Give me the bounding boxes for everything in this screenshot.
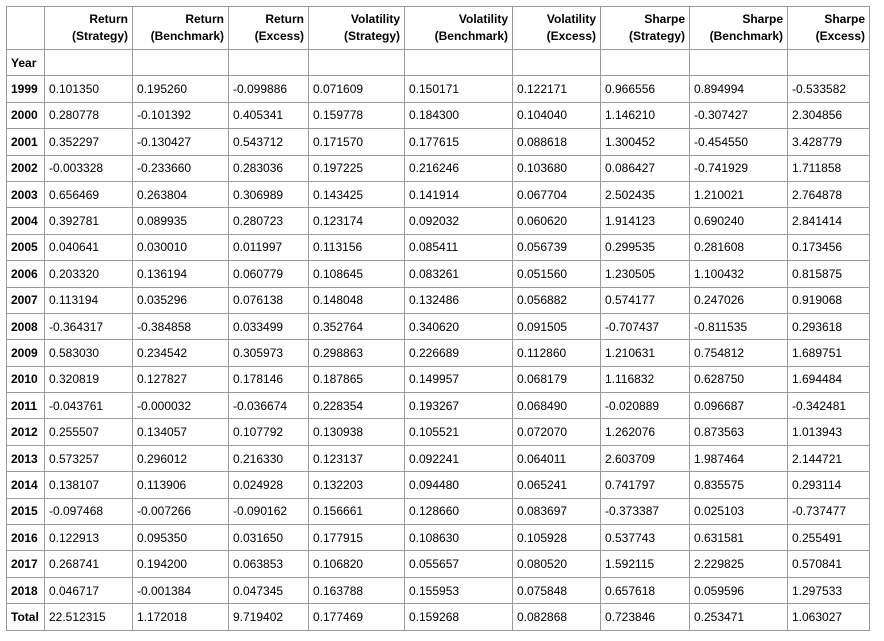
table-cell: 0.149957 xyxy=(405,366,513,392)
table-cell: -0.020889 xyxy=(601,393,690,419)
index-row-blank xyxy=(309,50,405,76)
row-label: 2011 xyxy=(7,393,45,419)
table-cell: 0.091505 xyxy=(513,313,601,339)
table-cell: 0.132203 xyxy=(309,472,405,498)
table-cell: 0.247026 xyxy=(690,287,788,313)
table-cell: 0.352764 xyxy=(309,313,405,339)
column-header xyxy=(788,7,870,50)
table-cell: 0.092241 xyxy=(405,445,513,471)
table-cell: 0.047345 xyxy=(229,577,309,603)
row-label: 2010 xyxy=(7,366,45,392)
table-header xyxy=(7,7,870,76)
table-cell: 0.130938 xyxy=(309,419,405,445)
column-header-line1: Volatility xyxy=(350,12,400,26)
table-cell: 0.086427 xyxy=(601,155,690,181)
row-label: 2016 xyxy=(7,525,45,551)
table-cell: 0.123174 xyxy=(309,208,405,234)
table-cell: -0.001384 xyxy=(133,577,229,603)
table-cell: 0.064011 xyxy=(513,445,601,471)
row-label: 2018 xyxy=(7,577,45,603)
column-header xyxy=(513,7,601,50)
table-cell: 0.815875 xyxy=(788,261,870,287)
table-cell: 0.101350 xyxy=(45,76,133,102)
table-cell: 0.156661 xyxy=(309,498,405,524)
table-cell: 0.083697 xyxy=(513,498,601,524)
table-cell: 0.105521 xyxy=(405,419,513,445)
table-cell: 1.711858 xyxy=(788,155,870,181)
table-cell: 0.293618 xyxy=(788,313,870,339)
table-cell: 1.300452 xyxy=(601,129,690,155)
index-row-blank xyxy=(690,50,788,76)
table-row xyxy=(7,76,870,102)
table-row xyxy=(7,129,870,155)
table-cell: 0.919068 xyxy=(788,287,870,313)
index-row-blank xyxy=(405,50,513,76)
table-cell: 0.067704 xyxy=(513,181,601,207)
table-row xyxy=(7,366,870,392)
index-name-row xyxy=(7,50,870,76)
table-cell: 0.108645 xyxy=(309,261,405,287)
table-cell: 0.148048 xyxy=(309,287,405,313)
row-label: 2004 xyxy=(7,208,45,234)
index-row-blank xyxy=(788,50,870,76)
table-cell: 0.085411 xyxy=(405,234,513,260)
table-cell: 0.574177 xyxy=(601,287,690,313)
table-cell: -0.233660 xyxy=(133,155,229,181)
table-cell: 2.603709 xyxy=(601,445,690,471)
table-cell: 1.694484 xyxy=(788,366,870,392)
column-header-line1: Sharpe xyxy=(644,12,685,26)
table-cell: -0.384858 xyxy=(133,313,229,339)
table-cell: -0.741929 xyxy=(690,155,788,181)
table-row xyxy=(7,419,870,445)
table-cell: 0.106820 xyxy=(309,551,405,577)
table-cell: 0.255491 xyxy=(788,525,870,551)
table-cell: 0.088618 xyxy=(513,129,601,155)
table-cell: 1.987464 xyxy=(690,445,788,471)
column-header xyxy=(690,7,788,50)
table-cell: 0.128660 xyxy=(405,498,513,524)
table-cell: 0.095350 xyxy=(133,525,229,551)
table-cell: 0.340620 xyxy=(405,313,513,339)
table-cell: 0.298863 xyxy=(309,340,405,366)
column-header-line1: Return xyxy=(265,12,304,26)
table-cell: 0.966556 xyxy=(601,76,690,102)
table-cell: 0.035296 xyxy=(133,287,229,313)
table-cell: 0.228354 xyxy=(309,393,405,419)
table-row xyxy=(7,525,870,551)
table-cell: 0.543712 xyxy=(229,129,309,155)
table-row xyxy=(7,261,870,287)
table-cell: 1.914123 xyxy=(601,208,690,234)
table-cell: 0.072070 xyxy=(513,419,601,445)
column-header-line1: Return xyxy=(185,12,224,26)
table-cell: -0.454550 xyxy=(690,129,788,155)
table-cell: 9.719402 xyxy=(229,604,309,630)
table-cell: -0.364317 xyxy=(45,313,133,339)
table-cell: 0.657618 xyxy=(601,577,690,603)
table-cell: 0.083261 xyxy=(405,261,513,287)
table-cell: 3.428779 xyxy=(788,129,870,155)
table-cell: 1.210021 xyxy=(690,181,788,207)
table-cell: 0.171570 xyxy=(309,129,405,155)
table-cell: 0.075848 xyxy=(513,577,601,603)
table-cell: -0.373387 xyxy=(601,498,690,524)
table-cell: 0.104040 xyxy=(513,102,601,128)
table-cell: 0.068490 xyxy=(513,393,601,419)
table-cell: 0.177915 xyxy=(309,525,405,551)
table-cell: 1.230505 xyxy=(601,261,690,287)
table-cell: 0.051560 xyxy=(513,261,601,287)
column-header-line2: (Excess) xyxy=(546,29,596,43)
table-cell: 0.138107 xyxy=(45,472,133,498)
column-header-line2: (Excess) xyxy=(254,29,304,43)
table-cell: 0.063853 xyxy=(229,551,309,577)
row-label: 2017 xyxy=(7,551,45,577)
row-label: 2007 xyxy=(7,287,45,313)
table-row xyxy=(7,181,870,207)
table-cell: 0.352297 xyxy=(45,129,133,155)
table-cell: 0.656469 xyxy=(45,181,133,207)
row-label: 2009 xyxy=(7,340,45,366)
table-cell: 0.570841 xyxy=(788,551,870,577)
table-cell: 0.103680 xyxy=(513,155,601,181)
table-cell: 1.592115 xyxy=(601,551,690,577)
row-label: 2014 xyxy=(7,472,45,498)
table-cell: -0.307427 xyxy=(690,102,788,128)
table-row xyxy=(7,393,870,419)
table-cell: 0.405341 xyxy=(229,102,309,128)
table-cell: 0.065241 xyxy=(513,472,601,498)
table-cell: 0.216246 xyxy=(405,155,513,181)
table-cell: 0.136194 xyxy=(133,261,229,287)
table-cell: 0.203320 xyxy=(45,261,133,287)
table-cell: -0.043761 xyxy=(45,393,133,419)
column-header-line2: (Excess) xyxy=(815,29,865,43)
table-row xyxy=(7,234,870,260)
table-cell: 0.280723 xyxy=(229,208,309,234)
table-cell: 0.187865 xyxy=(309,366,405,392)
table-row xyxy=(7,208,870,234)
table-cell: 1.100432 xyxy=(690,261,788,287)
index-row-blank xyxy=(229,50,309,76)
table-cell: 1.210631 xyxy=(601,340,690,366)
table-cell: 0.193267 xyxy=(405,393,513,419)
table-cell: 0.150171 xyxy=(405,76,513,102)
table-cell: -0.099886 xyxy=(229,76,309,102)
table-cell: 0.143425 xyxy=(309,181,405,207)
table-cell: 0.134057 xyxy=(133,419,229,445)
index-name: Year xyxy=(7,50,45,76)
table-cell: 0.283036 xyxy=(229,155,309,181)
row-label: 2002 xyxy=(7,155,45,181)
table-cell: 0.293114 xyxy=(788,472,870,498)
column-header-line1: Sharpe xyxy=(742,12,783,26)
table-cell: 1.172018 xyxy=(133,604,229,630)
table-cell: 0.030010 xyxy=(133,234,229,260)
table-cell: 0.071609 xyxy=(309,76,405,102)
table-cell: 0.025103 xyxy=(690,498,788,524)
index-row-blank xyxy=(133,50,229,76)
table-cell: -0.101392 xyxy=(133,102,229,128)
table-cell: 0.305973 xyxy=(229,340,309,366)
column-header xyxy=(133,7,229,50)
table-cell: 0.197225 xyxy=(309,155,405,181)
table-cell: 0.112860 xyxy=(513,340,601,366)
table-cell: 0.089935 xyxy=(133,208,229,234)
table-cell: -0.003328 xyxy=(45,155,133,181)
table-cell: 1.689751 xyxy=(788,340,870,366)
table-cell: 0.296012 xyxy=(133,445,229,471)
column-header-line2: (Benchmark) xyxy=(434,29,508,43)
table-cell: -0.737477 xyxy=(788,498,870,524)
column-header xyxy=(601,7,690,50)
table-cell: -0.090162 xyxy=(229,498,309,524)
column-header-line2: (Benchmark) xyxy=(150,29,224,43)
table-row xyxy=(7,313,870,339)
table-cell: 0.024928 xyxy=(229,472,309,498)
table-cell: 0.320819 xyxy=(45,366,133,392)
table-cell: 0.177615 xyxy=(405,129,513,155)
row-label: 1999 xyxy=(7,76,45,102)
table-cell: 0.127827 xyxy=(133,366,229,392)
table-cell: 2.144721 xyxy=(788,445,870,471)
column-header-line1: Return xyxy=(89,12,128,26)
table-cell: 22.512315 xyxy=(45,604,133,630)
table-row xyxy=(7,287,870,313)
table-cell: 0.056882 xyxy=(513,287,601,313)
table-cell: 0.177469 xyxy=(309,604,405,630)
table-cell: 0.122171 xyxy=(513,76,601,102)
table-cell: 0.573257 xyxy=(45,445,133,471)
table-cell: 0.754812 xyxy=(690,340,788,366)
column-header-line1: Volatility xyxy=(458,12,508,26)
table-cell: 0.132486 xyxy=(405,287,513,313)
table-cell: 1.013943 xyxy=(788,419,870,445)
table-row xyxy=(7,577,870,603)
table-cell: 1.063027 xyxy=(788,604,870,630)
table-cell: -0.007266 xyxy=(133,498,229,524)
table-cell: 0.306989 xyxy=(229,181,309,207)
table-cell: 2.502435 xyxy=(601,181,690,207)
index-row-blank xyxy=(45,50,133,76)
column-header-line1: Sharpe xyxy=(824,12,865,26)
table-cell: 0.033499 xyxy=(229,313,309,339)
row-label: 2008 xyxy=(7,313,45,339)
table-row xyxy=(7,340,870,366)
table-cell: 0.195260 xyxy=(133,76,229,102)
table-cell: 0.194200 xyxy=(133,551,229,577)
row-label: 2013 xyxy=(7,445,45,471)
table-cell: 0.080520 xyxy=(513,551,601,577)
table-row xyxy=(7,604,870,630)
column-header-line1: Volatility xyxy=(546,12,596,26)
table-cell: 1.116832 xyxy=(601,366,690,392)
corner-cell xyxy=(7,7,45,50)
table-cell: 0.255507 xyxy=(45,419,133,445)
table-cell: -0.342481 xyxy=(788,393,870,419)
table-cell: 0.082868 xyxy=(513,604,601,630)
table-cell: 0.096687 xyxy=(690,393,788,419)
table-row xyxy=(7,472,870,498)
table-cell: 0.628750 xyxy=(690,366,788,392)
table-cell: 0.583030 xyxy=(45,340,133,366)
table-row xyxy=(7,551,870,577)
table-cell: 0.216330 xyxy=(229,445,309,471)
table-cell: 1.262076 xyxy=(601,419,690,445)
table-row xyxy=(7,445,870,471)
table-cell: 0.163788 xyxy=(309,577,405,603)
column-header xyxy=(405,7,513,50)
row-label: 2000 xyxy=(7,102,45,128)
table-cell: 0.631581 xyxy=(690,525,788,551)
table-body xyxy=(7,76,870,630)
column-header xyxy=(309,7,405,50)
table-cell: 0.122913 xyxy=(45,525,133,551)
table-cell: 0.723846 xyxy=(601,604,690,630)
table-cell: -0.811535 xyxy=(690,313,788,339)
table-row xyxy=(7,102,870,128)
row-label: 2006 xyxy=(7,261,45,287)
table-cell: 0.835575 xyxy=(690,472,788,498)
performance-table xyxy=(6,6,870,631)
table-cell: 0.873563 xyxy=(690,419,788,445)
table-cell: 0.281608 xyxy=(690,234,788,260)
table-cell: 0.253471 xyxy=(690,604,788,630)
table-cell: 2.304856 xyxy=(788,102,870,128)
table-cell: 0.178146 xyxy=(229,366,309,392)
table-cell: -0.130427 xyxy=(133,129,229,155)
table-cell: 0.155953 xyxy=(405,577,513,603)
table-cell: 0.059596 xyxy=(690,577,788,603)
row-label: 2003 xyxy=(7,181,45,207)
row-label: 2001 xyxy=(7,129,45,155)
table-cell: 0.040641 xyxy=(45,234,133,260)
table-cell: 0.076138 xyxy=(229,287,309,313)
table-cell: 0.263804 xyxy=(133,181,229,207)
table-cell: -0.036674 xyxy=(229,393,309,419)
table-cell: 0.268741 xyxy=(45,551,133,577)
column-header xyxy=(229,7,309,50)
table-cell: 1.146210 xyxy=(601,102,690,128)
table-cell: 0.046717 xyxy=(45,577,133,603)
table-cell: 0.092032 xyxy=(405,208,513,234)
table-cell: 0.031650 xyxy=(229,525,309,551)
column-header-line2: (Benchmark) xyxy=(709,29,783,43)
table-cell: 0.113194 xyxy=(45,287,133,313)
table-cell: 0.055657 xyxy=(405,551,513,577)
table-cell: -0.097468 xyxy=(45,498,133,524)
table-cell: 0.107792 xyxy=(229,419,309,445)
table-cell: 0.060779 xyxy=(229,261,309,287)
row-label: 2005 xyxy=(7,234,45,260)
table-cell: 0.173456 xyxy=(788,234,870,260)
row-label: 2015 xyxy=(7,498,45,524)
table-cell: 0.105928 xyxy=(513,525,601,551)
table-row xyxy=(7,498,870,524)
row-label: Total xyxy=(7,604,45,630)
table-cell: 2.841414 xyxy=(788,208,870,234)
index-row-blank xyxy=(513,50,601,76)
table-cell: 0.184300 xyxy=(405,102,513,128)
table-cell: 0.141914 xyxy=(405,181,513,207)
table-cell: 0.060620 xyxy=(513,208,601,234)
table-cell: 0.056739 xyxy=(513,234,601,260)
row-label: 2012 xyxy=(7,419,45,445)
table-cell: 2.229825 xyxy=(690,551,788,577)
table-cell: -0.000032 xyxy=(133,393,229,419)
table-cell: 0.280778 xyxy=(45,102,133,128)
table-cell: 0.159268 xyxy=(405,604,513,630)
table-row xyxy=(7,155,870,181)
table-cell: 0.741797 xyxy=(601,472,690,498)
table-cell: 0.113156 xyxy=(309,234,405,260)
table-cell: 0.234542 xyxy=(133,340,229,366)
table-cell: 0.226689 xyxy=(405,340,513,366)
table-cell: 0.094480 xyxy=(405,472,513,498)
table-cell: -0.707437 xyxy=(601,313,690,339)
table-cell: -0.533582 xyxy=(788,76,870,102)
table-cell: 2.764878 xyxy=(788,181,870,207)
table-cell: 0.392781 xyxy=(45,208,133,234)
table-cell: 0.113906 xyxy=(133,472,229,498)
table-cell: 0.123137 xyxy=(309,445,405,471)
column-header-line2: (Strategy) xyxy=(71,29,128,43)
table-cell: 0.690240 xyxy=(690,208,788,234)
table-cell: 0.011997 xyxy=(229,234,309,260)
column-header-line2: (Strategy) xyxy=(343,29,400,43)
column-header-line2: (Strategy) xyxy=(628,29,685,43)
column-header xyxy=(45,7,133,50)
table-cell: 0.108630 xyxy=(405,525,513,551)
table-cell: 0.537743 xyxy=(601,525,690,551)
table-cell: 0.299535 xyxy=(601,234,690,260)
table-cell: 0.159778 xyxy=(309,102,405,128)
table-cell: 0.894994 xyxy=(690,76,788,102)
column-header-row xyxy=(7,7,870,50)
table-cell: 1.297533 xyxy=(788,577,870,603)
table-cell: 0.068179 xyxy=(513,366,601,392)
index-row-blank xyxy=(601,50,690,76)
